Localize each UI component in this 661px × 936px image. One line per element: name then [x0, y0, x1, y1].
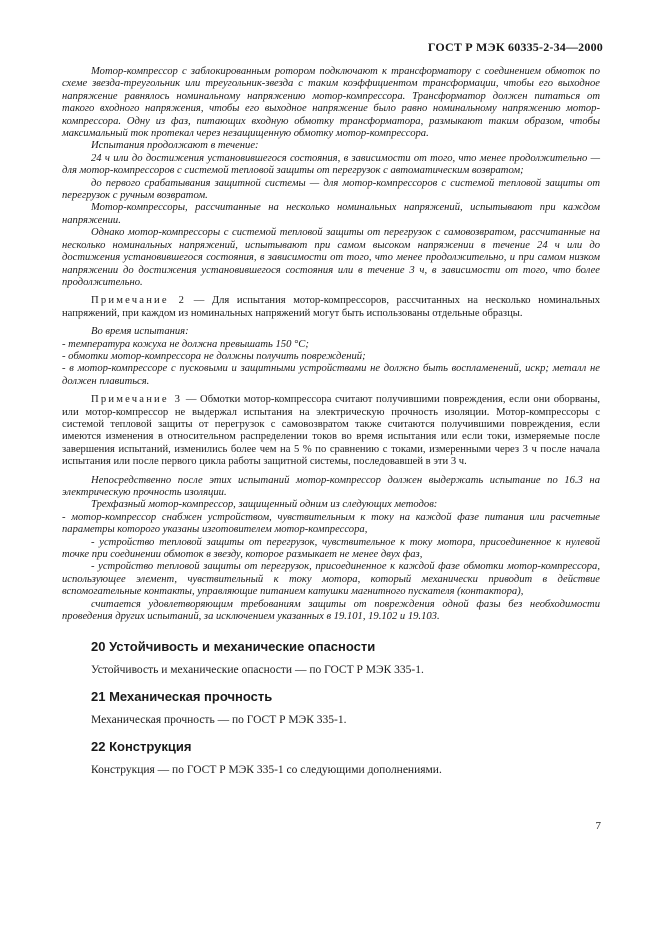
- section-text: Устойчивость и механические опасности — по ГОСТ Р МЭК 335-1.: [91, 664, 424, 677]
- note-3: [62, 394, 600, 468]
- list-item: - обмотки мотор-компрессора не должны получить повреждений;: [62, 350, 366, 362]
- note-2: [62, 295, 600, 320]
- list-item: - мотор-компрессор снабжен устройством, чувствительным к току на каждой фазе питания или расчетные параметры которого указаны изготовителем мотор-компрессора,: [62, 511, 600, 536]
- paragraph: Мотор-компрессоры, рассчитанные на несколько номинальных напряжений, испытывают при каждом напряжении.: [62, 202, 600, 226]
- note-label: Примечание 2: [91, 295, 187, 307]
- list-item: - устройство тепловой защиты от перегрузок, чувствительное к току мотора, присоединенное к нулевой точке при соединении обмоток в звезду, которое размыкает не менее двух фаз,: [62, 536, 600, 561]
- section-text: Механическая прочность — по ГОСТ Р МЭК 335-1.: [91, 714, 347, 727]
- paragraph: Трехфазный мотор-компрессор, защищенный одним из следующих методов:: [91, 499, 438, 511]
- page-content: [62, 66, 600, 777]
- standard-header: ГОСТ Р МЭК 60335-2-34—2000: [427, 40, 603, 54]
- paragraph: Непосредственно после этих испытаний мотор-компрессор должен выдержать испытание по 16.3 на электрическую прочность изоляции.: [62, 474, 600, 498]
- paragraph: Однако мотор-компрессоры с системой тепловой защиты от перегрузок с самовозвратом, рассчитанные на несколько номинальных напряжений, испытывают при самом высоком напряжении в течение 24 ч или до достижения установившегося состояния, в зависимости от того, что менее продолжительно, и при самом низком напряжении до достижения установившегося состояния или в течение 3 ч, в зависимости от того, что более продолжительно.: [62, 227, 600, 288]
- section-heading: 20 Устойчивость и механические опасности: [91, 639, 376, 655]
- note-text: — Обмотки мотор-компрессора считают получившими повреждения, если они оборваны, или мотор-компрессор не выдержал испытания на электрическую прочность изоляции. Мотор-компрессоры с системой тепловой защиты от перегрузок с самовозвратом также считаются получившими повреждения, если имеются изменения в относительном распределении токов во время испытания или если токи, измеряемые после завершения испытаний, изменились более чем на 5 % по сравнению с токами, измеренными через 3 ч после начала испытания или после первого цикла работы защитной системы, последовавшей в эти 3 ч.: [62, 394, 600, 468]
- note-text: — Для испытания мотор-компрессоров, рассчитанных на несколько номинальных напряжений, при каждом из номинальных напряжений могут быть использованы отдельные образцы.: [62, 295, 600, 319]
- list-item: - в мотор-компрессоре с пусковыми и защитными устройствами не должно быть воспламенений, искр; металл не должен плавиться.: [62, 363, 600, 387]
- section-heading: 21 Механическая прочность: [91, 689, 273, 705]
- paragraph: 24 ч или до достижения установившегося состояния, в зависимости от того, что менее продолжительно — для мотор-компрессоров с системой тепловой защиты от перегрузок с автоматическим возвратом;: [62, 152, 600, 177]
- list-item: - устройство тепловой защиты от перегрузок, присоединенное к каждой фазе обмотки мотор-компрессора, использующее элемент, чувствительный к току мотора, который механически приводит в действие вспомогательные контакты, управляющие питанием катушки магнитного пускателя (контактора),: [62, 561, 600, 598]
- paragraph: Во время испытания:: [91, 326, 189, 338]
- page-number: 7: [595, 820, 601, 832]
- list-item: - температура кожуха не должна превышать 150 °С;: [62, 338, 309, 350]
- paragraph: считается удовлетворяющим требованиям защиты от повреждения одной фазы без необходимости проведения других испытаний, за исключением указанных в 19.101, 19.102 и 19.103.: [62, 598, 600, 623]
- section-heading: 22 Конструкция: [91, 739, 192, 755]
- note-label: Примечание 3: [91, 394, 183, 406]
- paragraph: Мотор-компрессор с заблокированным ротором подключают к трансформатору с соединением обмоток по схеме звезда-треугольник или треугольник-звезда с таким коэффициентом трансформации, чтобы его выходное напряжение равнялось номинальному напряжению мотор-компрессора. Трансформатор должен питаться от такого входного напряжения, чтобы его выходное напряжение было равно номинальному напряжению мотор-компрессора. Одну из фаз, питающих входную обмотку трансформатора, размыкают таким образом, чтобы максимальный ток протекал через незащищенную обмотку мотор-компрессора.: [62, 66, 600, 140]
- section-text: Конструкция — по ГОСТ Р МЭК 335-1 со следующими дополнениями.: [91, 764, 442, 777]
- paragraph: Испытания продолжают в течение:: [91, 140, 259, 152]
- paragraph: до первого срабатывания защитной системы — для мотор-компрессоров с системой тепловой защиты от перегрузок с ручным возвратом.: [62, 177, 600, 202]
